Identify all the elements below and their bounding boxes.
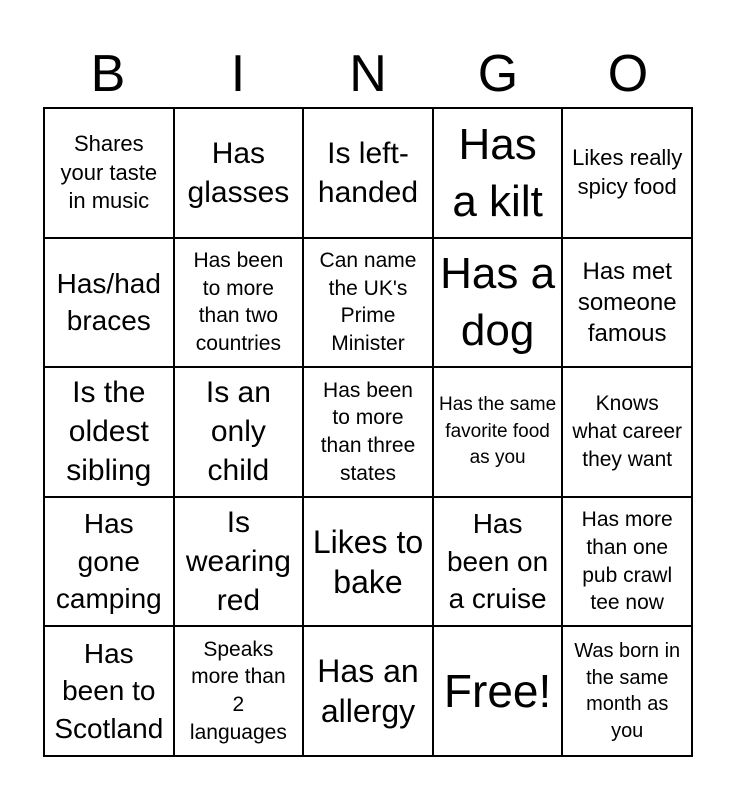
bingo-cell[interactable] — [562, 367, 692, 497]
cell-label: Shares your taste in music — [60, 130, 158, 214]
bingo-cell[interactable] — [433, 108, 563, 238]
cell-label: Is an only child — [205, 376, 271, 488]
cell-label: Has the same favorite food as you — [438, 394, 557, 469]
header-letter-n: N — [349, 45, 387, 103]
cell-label: Is wearing red — [185, 506, 291, 618]
bingo-cell[interactable] — [562, 108, 692, 238]
cell-label: Likes to bake — [312, 523, 424, 600]
bingo-cell[interactable] — [562, 626, 692, 756]
cell-label: Can name the UK's Prime Minister — [319, 248, 417, 356]
cell-label: Has gone camping — [55, 507, 162, 615]
cell-label: Has been on a cruise — [446, 507, 549, 615]
bingo-cell[interactable] — [303, 108, 433, 238]
cell-label: Has more than one pub crawl tee now — [581, 508, 673, 615]
header-letter-i: I — [230, 45, 246, 103]
cell-label: Has an allergy — [317, 653, 419, 730]
header-letter-g: G — [477, 45, 519, 103]
bingo-cell[interactable] — [44, 108, 174, 238]
bingo-cell[interactable] — [562, 238, 692, 368]
free-space-label: Free! — [443, 664, 552, 717]
header-letter-o: O — [607, 45, 649, 103]
bingo-cell[interactable] — [44, 497, 174, 627]
bingo-cell[interactable] — [174, 108, 304, 238]
cell-label: Speaks more than 2 languages — [189, 637, 287, 744]
bingo-cell[interactable] — [433, 238, 563, 368]
cell-label: Has a kilt — [452, 119, 543, 226]
cell-label: Has glasses — [187, 136, 290, 209]
bingo-cell[interactable] — [174, 626, 304, 756]
bingo-cell[interactable] — [174, 238, 304, 368]
bingo-board — [43, 107, 693, 757]
header-letter-b: B — [90, 45, 126, 103]
cell-label: Has been to more than three states — [320, 378, 416, 485]
bingo-cell[interactable] — [303, 497, 433, 627]
bingo-cell[interactable] — [44, 367, 174, 497]
cell-label: Was born in the same month as you — [574, 640, 681, 742]
bingo-cell[interactable] — [44, 626, 174, 756]
cell-label: Has met someone famous — [577, 257, 677, 347]
bingo-cell[interactable] — [562, 497, 692, 627]
bingo-cell[interactable] — [303, 238, 433, 368]
cell-label: Is the oldest sibling — [66, 376, 152, 488]
free-space-cell[interactable] — [433, 626, 563, 756]
cell-label: Has a dog — [440, 249, 556, 356]
bingo-cell[interactable] — [174, 497, 304, 627]
bingo-cell[interactable] — [433, 367, 563, 497]
cell-label: Likes really spicy food — [572, 145, 683, 199]
cell-label: Has/had braces — [56, 267, 161, 337]
bingo-header — [43, 40, 693, 108]
cell-label: Has been to more than two countries — [193, 248, 284, 356]
bingo-cell[interactable] — [303, 367, 433, 497]
bingo-cell[interactable] — [174, 367, 304, 497]
cell-label: Is left-handed — [317, 136, 419, 209]
cell-label: Has been to Scotland — [54, 637, 164, 745]
bingo-cell[interactable] — [303, 626, 433, 756]
cell-label: Knows what career they want — [572, 392, 683, 471]
bingo-cell[interactable] — [433, 497, 563, 627]
bingo-cell[interactable] — [44, 238, 174, 368]
